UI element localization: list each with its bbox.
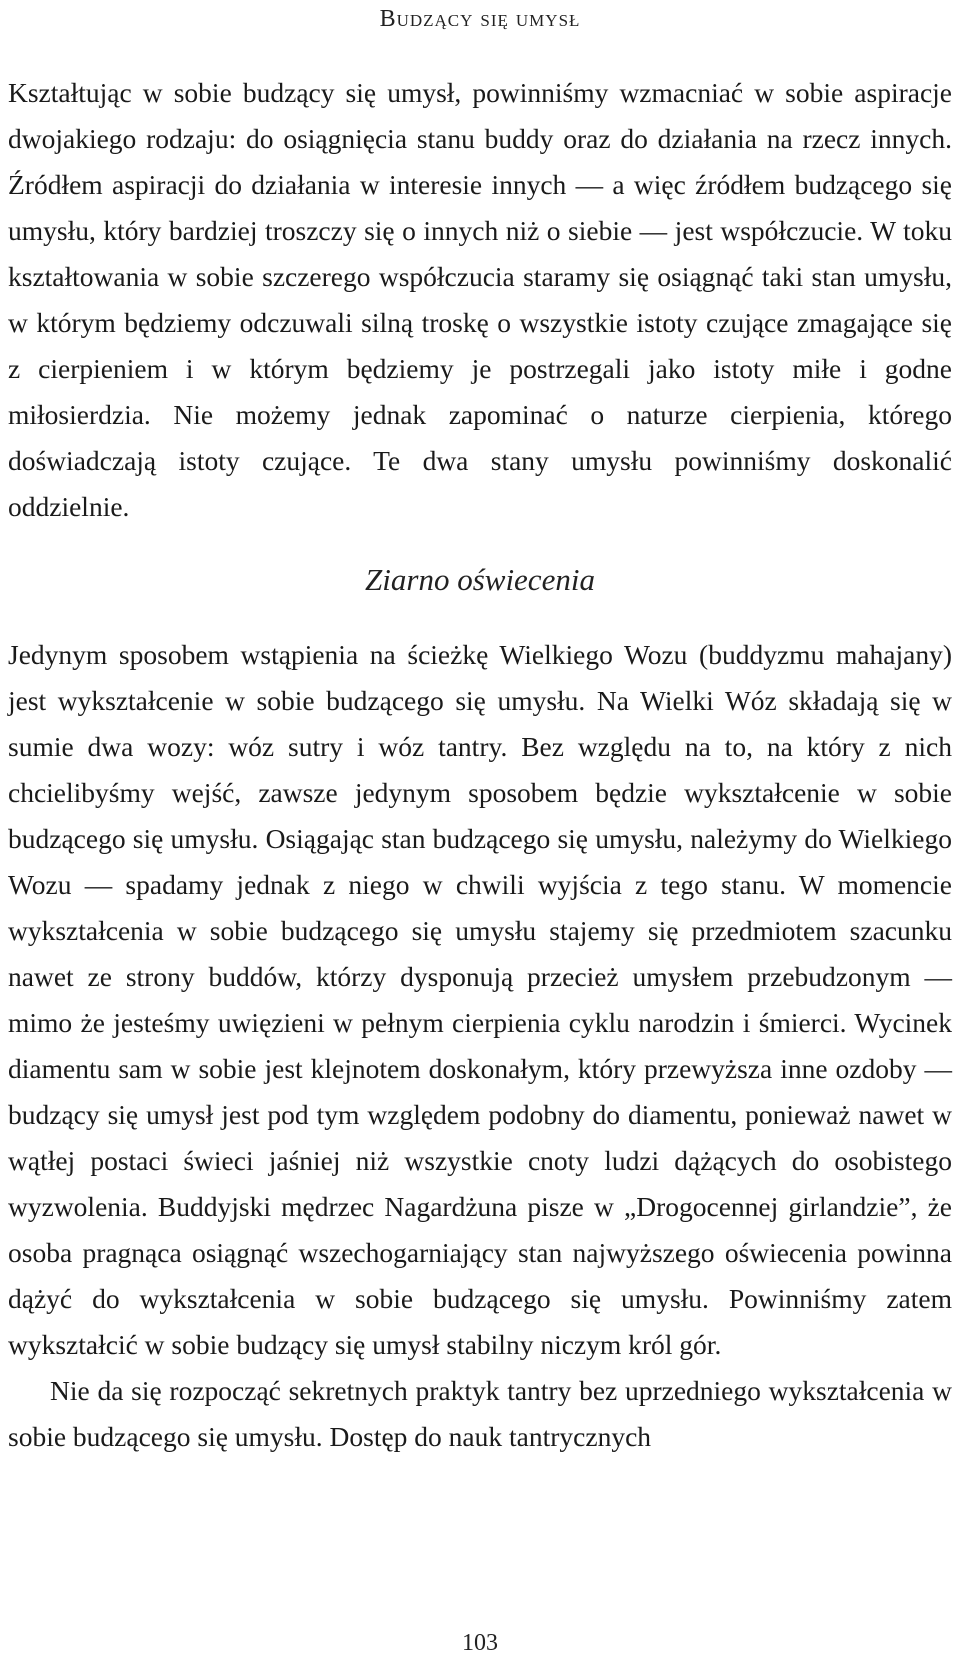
section-2-body xyxy=(8,632,952,1460)
page-number: 103 xyxy=(462,1630,498,1656)
paragraph: Jedynym sposobem wstąpienia na ścieżkę Wielkiego Wozu (buddyzmu mahajany) jest wykształcenie w sobie budzącego się umysłu. Na Wielki Wóz składają się w sumie dwa wozy: wóz sutry i wóz tantry. Bez względu na to, na który z nich chcielibyśmy wejść, zawsze jedynym sposobem będzie wykształcenie w sobie budzącego się umysłu. Osiągając stan budzącego się umysłu, należymy do Wielkiego Wozu — spadamy jednak z niego w chwili wyjścia z tego stanu. W momencie wykształcenia w sobie budzącego się umysłu stajemy się przedmiotem szacunku nawet ze strony buddów, którzy dysponują przecież umysłem przebudzonym — mimo że jesteśmy uwięzieni w pełnym cierpienia cyklu narodzin i śmierci. Wycinek diamentu sam w sobie jest klejnotem doskonałym, który przewyższa inne ozdoby — budzący się umysł jest pod tym względem podobny do diamentu, ponieważ nawet w wątłej postaci świeci jaśniej niż wszystkie cnoty ludzi dążących do osobistego wyzwolenia. Buddyjski mędrzec Nagardżuna pisze w „Drogocennej girlandzie”, że osoba pragnąca osiągnąć wszechogarniający stan najwyższego oświecenia powinna dążyć do wykształcenia w sobie budzącego się umysłu. Powinniśmy zatem wykształcić w sobie budzący się umysł stabilny niczym król gór. xyxy=(8,639,952,1360)
paragraph: Kształtując w sobie budzący się umysł, powinniśmy wzmacniać w sobie aspiracje dwojakiego rodzaju: do osiągnięcia stanu buddy oraz do działania na rzecz innych. Źródłem aspiracji do działania w interesie innych — a więc źródłem budzącego się umysłu, który bardziej troszczy się o innych niż o siebie — jest współczucie. W toku kształtowania w sobie szczerego współczucia staramy się osiągnąć taki stan umysłu, w którym będziemy odczuwali silną troskę o wszystkie istoty czujące zmagające się z cierpieniem i w którym będziemy je postrzegali jako istoty miłe i godne miłosierdzia. Nie możemy jednak zapominać o naturze cierpienia, którego doświadczają istoty czujące. Te dwa stany umysłu powinniśmy doskonalić oddzielnie. xyxy=(8,77,952,522)
paragraph: Nie da się rozpocząć sekretnych praktyk tantry bez uprzedniego wykształcenia w sobie budzącego się umysłu. Dostęp do nauk tantrycznych xyxy=(8,1375,952,1452)
section-1-body xyxy=(8,70,952,530)
section-heading: Ziarno oświecenia xyxy=(365,562,595,597)
running-header: Budzący się umysł xyxy=(379,6,581,32)
